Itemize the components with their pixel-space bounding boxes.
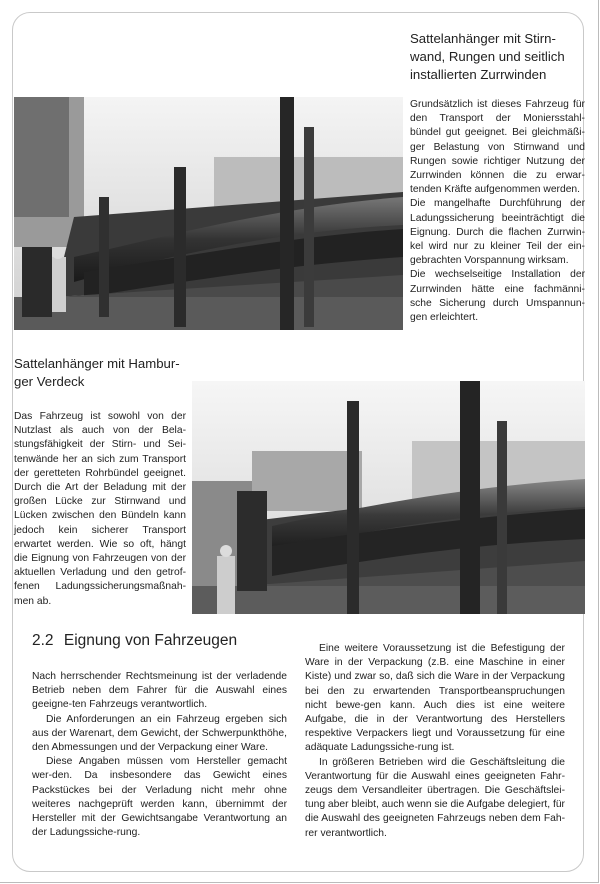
section1-heading-line: Sattelanhänger mit Stirn- [410, 31, 556, 46]
section-title-text: Eignung von Fahrzeugen [63, 632, 238, 649]
section1-heading [410, 30, 585, 84]
right-column-paragraph: Eine weitere Voraussetzung ist die Befestigung der Ware in der Verpackung (z.B. eine Maschine in einer Kiste) und zwar so, daß sich die Ware in der Verpackung bei den zu erwartenden Transportbeanspruchungen nicht bewe-gen kann. Auch dies ist eine weitere Aufgabe, die in der Verantwortung des Herstellers respektive Verpackers liegt und Voraussetzung für eine adäquate Ladungssiche-rung ist. [305, 643, 565, 754]
section1-paragraph: Die wechselseitige Installation der Zurrwinden hätte eine fachmänni-sche Sicherung durch Umspannun-gen erleichtert. [410, 269, 585, 324]
section-title [32, 632, 237, 650]
right-column-text [305, 642, 565, 841]
truck-photo-2 [192, 381, 585, 614]
section1-paragraph: Grundsätzlich ist dieses Fahrzeug für den Transport der Moniersstahl-bündel gut geeignet. Bei gleichmäßi-ger Belastung von Stirnwand und Rungen sowie richtiger Nutzung der Zurrwinden können die zu erwar-tenden Kräfte aufgenommen werden. [410, 99, 585, 196]
section2-paragraph: Das Fahrzeug ist sowohl von der Nutzlast als auch von der Bela-stungsfähigkeit der Stirn- und Sei-tenwände her an sich zum Transport der geretteten Rohrbündel geeignet. Durch die Art der Beladung mit der großen Lücke zur Stirnwand und Lücken zwischen den Bündeln kann jedoch kein sicherer Transport erwartet werden. Wie so oft, hängt die Eignung von Fahrzeugen von der aktuellen Verladung und den getrof-fenen Ladungssicherungsmaßnah-men ab. [14, 411, 186, 607]
section2-heading [14, 355, 189, 391]
left-column-text [32, 670, 287, 840]
section1-heading-line: installierten Zurrwinden [410, 67, 547, 82]
section2-text [14, 410, 186, 609]
section2-heading-line: ger Verdeck [14, 374, 85, 389]
section1-text [410, 98, 585, 325]
right-column-paragraph: In größeren Betrieben wird die Geschäftsleitung die Verantwortung für die Auswahl eines geeigneten Fahr-zeugs dem Versandleiter übertragen. Die Geschäftslei-tung aber bleibt, auch wenn sie die Aufgabe delegiert, für die Auswahl des geeigneten Fahrzeugs neben dem Fah-rer verantwortlich. [305, 756, 565, 839]
section-number: 2.2 [32, 632, 54, 649]
section1-paragraph: Die mangelhafte Durchführung der Ladungssicherung beeinträchtigt die Eignung. Durch die flachen Zurrwin-kel wird nur zu kleiner Teil der ein-gebrachten Vorspannung wirksam. [410, 198, 585, 267]
left-column-paragraph: Die Anforderungen an ein Fahrzeug ergeben sich aus der Warenart, dem Gewicht, der Schwerpunkthöhe, den Abmessungen und der Verpackung einer Ware. [32, 713, 287, 754]
section1-heading-line: wand, Rungen und seitlich [410, 49, 565, 64]
truck-photo-1 [14, 97, 403, 330]
left-column-paragraph: Diese Angaben müssen vom Hersteller gemacht wer-den. Da insbesondere das Gewicht eines Packstückes bei der Verladung nicht mehr ohne weiteres nachgeprüft werden kann, übernimmt der Hersteller mit der Gewichtsangabe Verantwortung an der Ladungssiche-rung. [32, 756, 287, 839]
left-column-paragraph: Nach herrschender Rechtsmeinung ist der verladende Betrieb neben dem Fahrer für die Auswahl eines geeigne-ten Fahrzeugs verantwortlich. [32, 671, 287, 711]
section2-heading-line: Sattelanhänger mit Hambur- [14, 356, 180, 371]
